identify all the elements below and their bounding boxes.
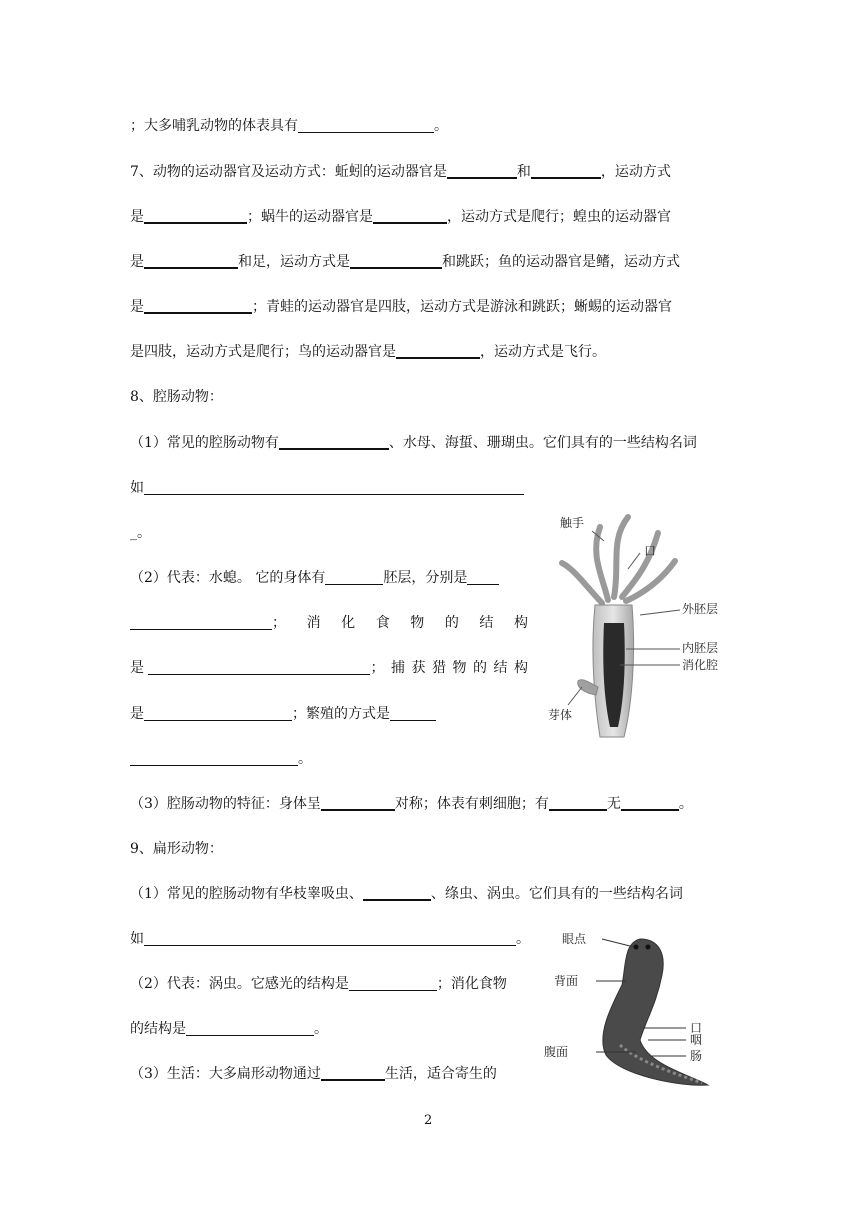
answer-blank[interactable] [186, 1020, 314, 1036]
answer-blank[interactable] [447, 162, 517, 179]
question-8-part-3: （3）腔肠动物的特征：身体呈 对称；体表有刺细胞；有 无 。 [130, 796, 693, 812]
label-tentacle: 触手 [560, 516, 585, 530]
eyespot [634, 945, 639, 950]
question-8-part-2-line-3: 是 ； 捕 获 猎 物 的 结 构 [130, 660, 528, 676]
label-eyespot: 眼点 [562, 932, 587, 946]
answer-blank[interactable] [144, 479, 524, 495]
question-9-part-1-cont: 如 。 [130, 931, 530, 947]
question-8-part-2: （2）代表：水螅。 它的身体有 胚层，分别是 [130, 568, 499, 588]
label-dorsal: 背面 [554, 974, 579, 988]
answer-blank[interactable] [621, 794, 679, 811]
answer-blank[interactable] [390, 705, 436, 721]
answer-blank[interactable] [396, 342, 480, 359]
answer-blank[interactable] [325, 569, 383, 585]
page-number: 2 [424, 1113, 433, 1128]
question-8-part-1: （1）常见的腔肠动物有 、水母、海蜇、珊瑚虫。它们具有的一些结构名词 [130, 435, 697, 451]
hydra-diagram [540, 505, 740, 750]
question-9-part-3: （3）生活：大多扁形动物通过 生活，适合寄生的 [130, 1066, 497, 1082]
answer-blank[interactable] [144, 252, 238, 269]
planaria-diagram [540, 925, 740, 1095]
label-ectoderm: 外胚层 [682, 602, 719, 616]
question-9-part-2: （2）代表：涡虫。它感光的结构是 ；消化食物 [130, 976, 507, 992]
label-pharynx: 咽 [690, 1033, 703, 1047]
answer-blank[interactable] [321, 794, 395, 811]
text-line: ；大多哺乳动物的体表具有 。 [130, 118, 448, 134]
label-mouth: 口 [644, 544, 657, 558]
question-8-part-1-cont: 如 [130, 478, 524, 498]
question-9-part-1: （1）常见的腔肠动物有华枝睾吸虫、 、绦虫、涡虫。它们具有的一些结构名词 [130, 886, 683, 902]
label-digestive-cavity: 消化腔 [682, 658, 719, 672]
answer-blank[interactable] [144, 705, 292, 721]
answer-blank[interactable] [531, 162, 601, 179]
question-8-part-2-line-5: 。 [130, 749, 312, 769]
answer-blank[interactable] [350, 252, 442, 269]
answer-blank[interactable] [373, 207, 447, 224]
question-7-line-3: 是 和足，运动方式是 和跳跃；鱼的运动器官是鳍，运动方式 [130, 254, 680, 270]
question-7-line-4: 是 ；青蛙的运动器官是四肢，运动方式是游泳和跳跃；蜥蜴的运动器官 [130, 299, 672, 315]
question-8-part-2-line-4: 是 ；繁殖的方式是 [130, 704, 436, 724]
question-9-part-2-cont: 的结构是 。 [130, 1021, 328, 1037]
question-8-title: 8、腔肠动物： [130, 389, 223, 405]
answer-blank[interactable] [130, 750, 298, 766]
question-7-line-5: 是四肢，运动方式是爬行；鸟的运动器官是 ，运动方式是飞行。 [130, 344, 606, 360]
eyespot [646, 945, 651, 950]
answer-blank[interactable] [144, 930, 516, 946]
answer-blank[interactable] [130, 614, 272, 630]
label-endoderm: 内胚层 [682, 641, 719, 655]
answer-blank[interactable] [298, 117, 434, 133]
answer-blank[interactable] [279, 433, 389, 450]
text-line: _。 [130, 525, 151, 541]
answer-blank[interactable] [144, 297, 252, 314]
question-8-part-2-line-2: ； 消 化 食 物 的 结 构 [130, 613, 528, 633]
label-mouth: 口 [690, 1021, 703, 1035]
answer-blank[interactable] [467, 569, 499, 585]
answer-blank[interactable] [148, 659, 370, 675]
planaria-body [603, 939, 708, 1085]
answer-blank[interactable] [549, 794, 607, 811]
answer-blank[interactable] [363, 884, 431, 901]
question-9-title: 9、扁形动物： [130, 841, 223, 857]
question-7-line-1: 7、动物的运动器官及运动方式：蚯蚓的运动器官是 和 ，运动方式 [130, 164, 671, 180]
answer-blank[interactable] [321, 1064, 385, 1081]
answer-blank[interactable] [144, 207, 247, 224]
label-ventral: 腹面 [544, 1045, 569, 1059]
question-7-line-2: 是 ；蜗牛的运动器官是 ，运动方式是爬行；蝗虫的运动器官 [130, 209, 671, 225]
label-intestine: 肠 [690, 1049, 703, 1063]
answer-blank[interactable] [349, 975, 437, 991]
label-bud: 芽体 [548, 708, 573, 722]
